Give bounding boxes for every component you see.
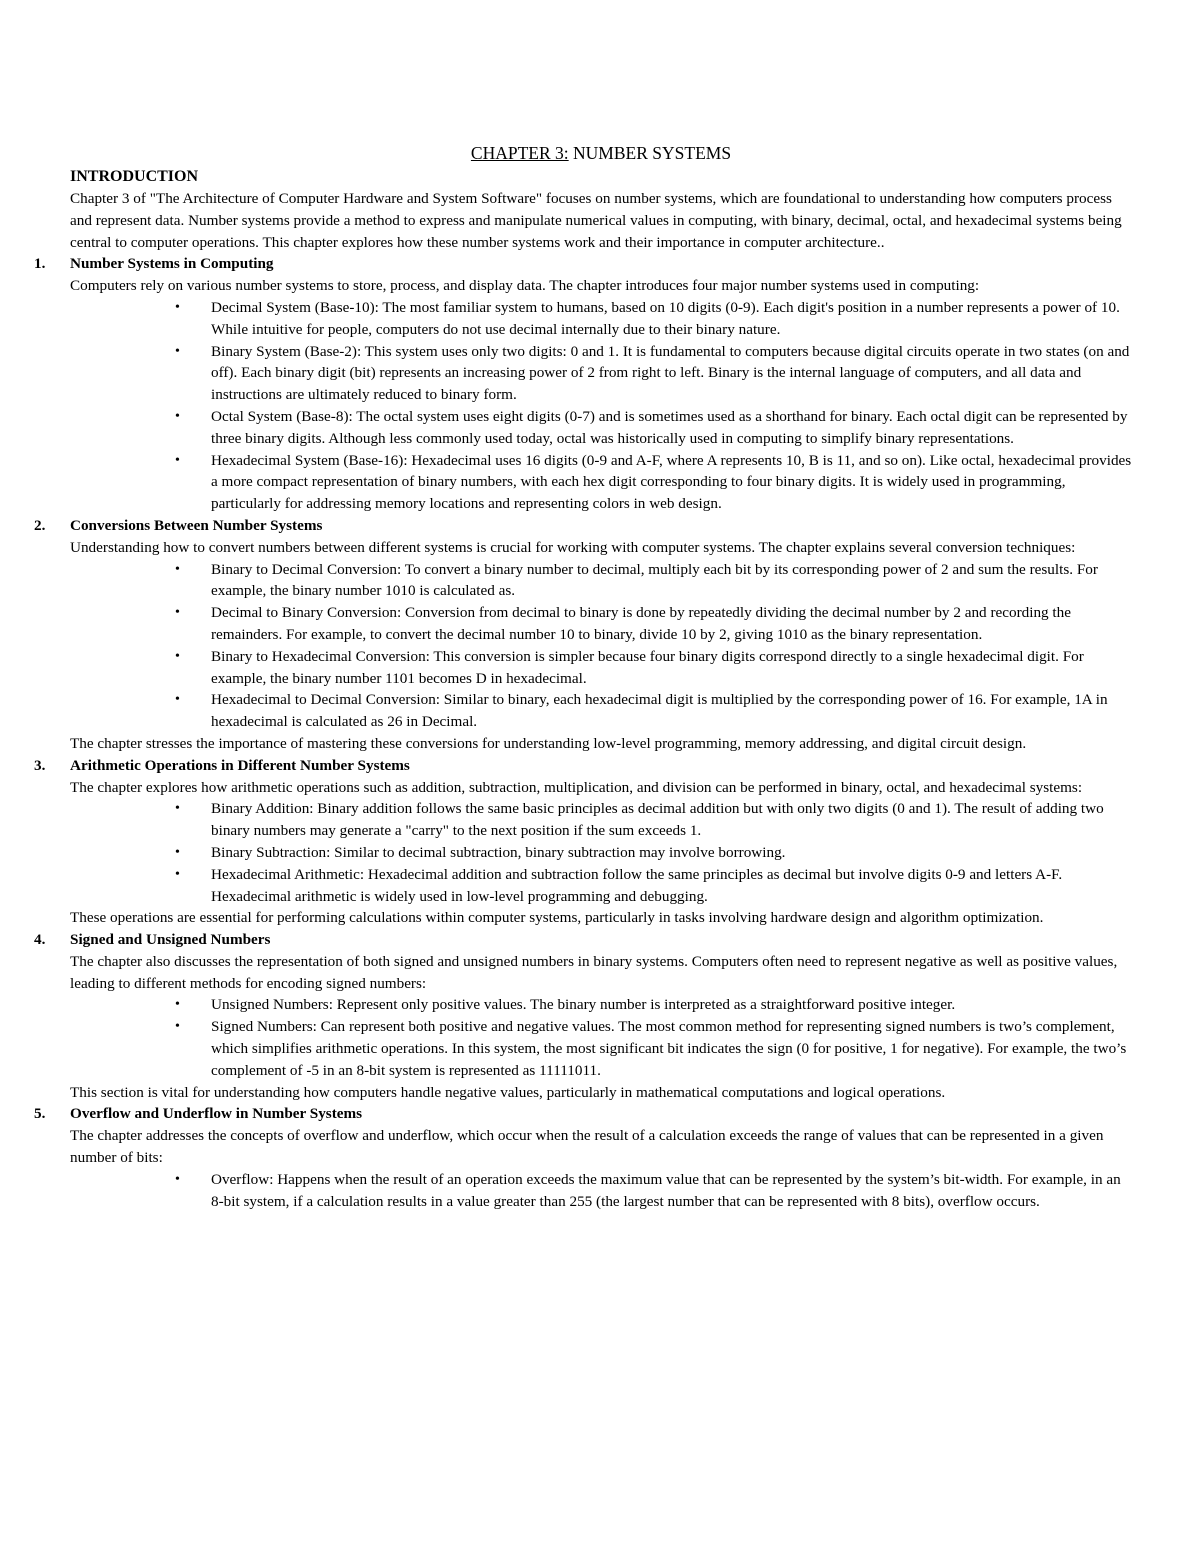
- section-4: [34, 929, 1132, 1103]
- bullet-icon: •: [175, 866, 180, 882]
- section-5: [34, 1103, 1132, 1212]
- bullet-icon: •: [175, 801, 180, 817]
- section-heading-text: Number Systems in Computing: [70, 255, 274, 273]
- bullet-list: [70, 994, 1132, 1081]
- section-number: 2.: [34, 516, 46, 534]
- section-heading: [34, 755, 1132, 777]
- bullet-icon: •: [175, 692, 180, 708]
- section-heading-text: Signed and Unsigned Numbers: [70, 931, 271, 949]
- list-item-text: Hexadecimal to Decimal Conversion: Similar to binary, each hexadecimal digit is multiplied by the corresponding power of 16. For example, 1A in hexadecimal is calculated as 26 in Decimal.: [211, 691, 1108, 731]
- introduction-paragraph: Chapter 3 of "The Architecture of Computer Hardware and System Software" focuses on number systems, which are foundational to understanding how computers process and represent data. Number systems provide a method to express and manipulate numerical values in computing, with binary, decimal, octal, and hexadecimal systems being central to computer operations. This chapter explores how these number systems work and their importance in computer architecture..: [70, 190, 1122, 251]
- section-heading: [34, 515, 1132, 537]
- list-item: [175, 559, 1132, 603]
- list-item: [175, 646, 1132, 690]
- list-item-text: Signed Numbers: Can represent both positive and negative values. The most common method for representing signed numbers is two’s complement, which simplifies arithmetic operations. In this system, the most significant bit indicates the sign (0 for positive, 1 for negative). For example, the two’s complement of -5 in an 8-bit system is represented as 11111011.: [211, 1018, 1127, 1079]
- section-closing-paragraph: The chapter stresses the importance of mastering these conversions for understanding low-level programming, memory addressing, and digital circuit design.: [70, 734, 1027, 752]
- section-intro-paragraph: Computers rely on various number systems to store, process, and display data. The chapter introduces four major number systems used in computing:: [70, 277, 980, 295]
- section-heading-text: Arithmetic Operations in Different Number Systems: [70, 756, 410, 774]
- bullet-list: [70, 1169, 1132, 1213]
- bullet-icon: •: [175, 343, 180, 359]
- bullet-icon: •: [175, 408, 180, 424]
- sections-container: [34, 253, 1132, 1212]
- section-heading: [34, 1103, 1132, 1125]
- bullet-list: [70, 559, 1132, 733]
- bullet-list: [70, 798, 1132, 907]
- section-intro-paragraph: The chapter addresses the concepts of overflow and underflow, which occur when the result of a calculation exceeds the range of values that can be represented in a given number of bits:: [70, 1127, 1104, 1167]
- section-2: [34, 515, 1132, 755]
- list-item: [175, 1016, 1132, 1081]
- list-item: [175, 602, 1132, 646]
- section-intro-paragraph: The chapter explores how arithmetic operations such as addition, subtraction, multiplication, and division can be performed in binary, octal, and hexadecimal systems:: [70, 778, 1083, 796]
- section-number: 5.: [34, 1105, 46, 1123]
- section-heading-text: Overflow and Underflow in Number Systems: [70, 1105, 363, 1123]
- list-item: [175, 689, 1132, 733]
- list-item: [175, 994, 1132, 1016]
- list-item: [175, 406, 1132, 450]
- list-item-text: Binary to Decimal Conversion: To convert a binary number to decimal, multiply each bit by its corresponding power of 2 and sum the results. For example, the binary number 1010 is calculated as.: [211, 560, 1098, 600]
- bullet-list: [70, 297, 1132, 515]
- list-item-text: Binary Addition: Binary addition follows the same basic principles as decimal addition but with only two digits (0 and 1). The result of adding two binary numbers may generate a "carry" to the next position if the sum exceeds 1.: [211, 800, 1104, 840]
- section-intro-paragraph: The chapter also discusses the representation of both signed and unsigned numbers in binary systems. Computers often need to represent negative as well as positive values, leading to different methods for encoding signed numbers:: [70, 952, 1118, 992]
- section-number: 3.: [34, 756, 46, 774]
- list-item: [175, 341, 1132, 406]
- bullet-icon: •: [175, 561, 180, 577]
- section-number: 1.: [34, 255, 46, 273]
- section-1: [34, 253, 1132, 515]
- list-item: [175, 450, 1132, 515]
- section-heading-text: Conversions Between Number Systems: [70, 516, 323, 534]
- list-item-text: Overflow: Happens when the result of an operation exceeds the maximum value that can be represented by the system’s bit-width. For example, in an 8-bit system, if a calculation results in a value greater than 255 (the largest number that can be represented with 8 bits), overflow occurs.: [211, 1170, 1121, 1210]
- introduction-heading: INTRODUCTION: [70, 168, 199, 185]
- bullet-icon: •: [175, 1171, 180, 1187]
- section-closing-paragraph: This section is vital for understanding how computers handle negative values, particularly in mathematical computations and logical operations.: [70, 1083, 946, 1101]
- list-item: [175, 297, 1132, 341]
- bullet-icon: •: [175, 997, 180, 1013]
- bullet-icon: •: [175, 844, 180, 860]
- list-item-text: Unsigned Numbers: Represent only positive values. The binary number is interpreted as a straightforward positive integer.: [211, 996, 956, 1014]
- bullet-icon: •: [175, 605, 180, 621]
- section-heading: [34, 929, 1132, 951]
- list-item-text: Decimal System (Base-10): The most familiar system to humans, based on 10 digits (0-9). Each digit's position in a number represents a power of 10. While intuitive for people, computers do not use decimal internally due to their binary nature.: [211, 298, 1120, 338]
- bullet-icon: •: [175, 299, 180, 315]
- section-3: [34, 755, 1132, 929]
- section-closing-paragraph: These operations are essential for performing calculations within computer systems, particularly in tasks involving hardware design and algorithm optimization.: [70, 909, 1044, 927]
- section-number: 4.: [34, 931, 46, 949]
- list-item-text: Octal System (Base-8): The octal system uses eight digits (0-7) and is sometimes used as a shorthand for binary. Each octal digit can be represented by three binary digits. Although less commonly used today, octal was historically used in computing to simplify binary representations.: [211, 407, 1128, 447]
- title-chapter-label: CHAPTER 3:: [470, 143, 569, 163]
- list-item-text: Binary System (Base-2): This system uses only two digits: 0 and 1. It is fundamental to computers because digital circuits operate in two states (on and off). Each binary digit (bit) represents an increasing power of 2 from right to left. Binary is the internal language of computers, and all data and instructions are ultimately reduced to binary form.: [211, 342, 1130, 404]
- bullet-icon: •: [175, 648, 180, 664]
- section-intro-paragraph: Understanding how to convert numbers between different systems is crucial for working with computer systems. The chapter explains several conversion techniques:: [70, 538, 1076, 556]
- page-title: [70, 140, 1132, 166]
- list-item-text: Hexadecimal Arithmetic: Hexadecimal addition and subtraction follow the same principles as decimal but involve digits 0-9 and letters A-F. Hexadecimal arithmetic is widely used in low-level programming and debugging.: [211, 865, 1063, 905]
- document-content: [34, 140, 1132, 1212]
- title-text: NUMBER SYSTEMS: [568, 143, 732, 163]
- list-item: [175, 842, 1132, 864]
- bullet-icon: •: [175, 1019, 180, 1035]
- list-item-text: Decimal to Binary Conversion: Conversion from decimal to binary is done by repeatedly dividing the decimal number by 2 and recording the remainders. For example, to convert the decimal number 10 to binary, divide 10 by 2, giving 1010 as the binary representation.: [211, 604, 1071, 643]
- list-item: [175, 864, 1132, 908]
- bullet-icon: •: [175, 452, 180, 468]
- list-item: [175, 798, 1132, 842]
- section-heading: [34, 253, 1132, 275]
- list-item: [175, 1169, 1132, 1213]
- list-item-text: Binary to Hexadecimal Conversion: This conversion is simpler because four binary digits correspond directly to a single hexadecimal digit. For example, the binary number 1101 becomes D in hexadecimal.: [211, 647, 1084, 687]
- list-item-text: Binary Subtraction: Similar to decimal subtraction, binary subtraction may involve borrowing.: [211, 843, 786, 861]
- list-item-text: Hexadecimal System (Base-16): Hexadecimal uses 16 digits (0-9 and A-F, where A represents 10, B is 11, and so on). Like octal, hexadecimal provides a more compact representation of binary numbers, with each hex digit corresponding to four binary digits. It is widely used in programming, particularly for addressing memory locations and representing colors in web design.: [211, 451, 1132, 513]
